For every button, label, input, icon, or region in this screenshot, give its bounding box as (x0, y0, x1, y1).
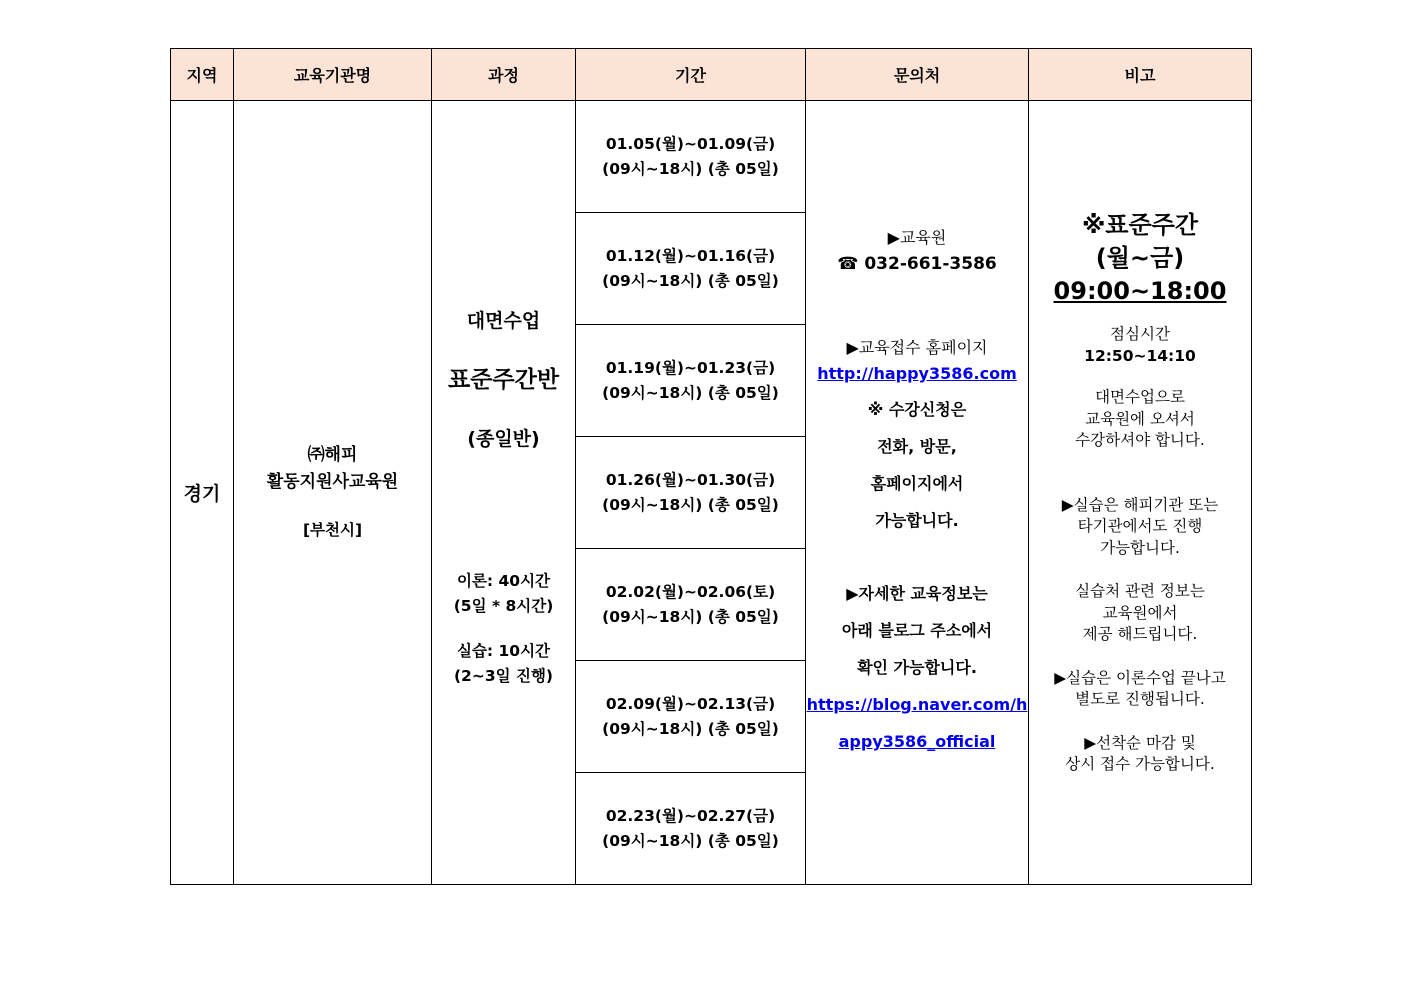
session-detail: (09시~18시) (총 05일) (602, 719, 779, 738)
notes-hours: 09:00~18:00 (1053, 277, 1227, 306)
table-row (171, 101, 1252, 213)
session-detail: (09시~18시) (총 05일) (602, 607, 779, 626)
notes-line: 수강하셔야 합니다. (1075, 431, 1205, 450)
notes-line: 실습처 관련 정보는 (1075, 582, 1205, 601)
header-contact: 문의처 (806, 49, 1029, 101)
session-detail: (09시~18시) (총 05일) (602, 271, 779, 290)
session-dates: 02.02(월)~02.06(토) (605, 582, 776, 601)
period-cell (576, 661, 806, 773)
header-period: 기간 (576, 49, 806, 101)
contact-apply-3: 홈페이지에서 (870, 474, 964, 493)
notes-title: ※표준주간 (1081, 211, 1199, 240)
header-region: 지역 (171, 49, 234, 101)
institution-cell (234, 101, 432, 885)
notes-line: ▶실습은 해피기관 또는 (1061, 495, 1219, 514)
contact-apply-4: 가능합니다. (875, 511, 959, 530)
schedule-table (170, 48, 1252, 885)
institution-name-line1: ㈜해피 (307, 444, 358, 465)
header-course: 과정 (432, 49, 576, 101)
notes-line: 교육원에 오셔서 (1085, 409, 1195, 428)
region-cell: 경기 (171, 101, 234, 885)
session-dates: 01.19(월)~01.23(금) (605, 358, 776, 377)
notes-lunch-label: 점심시간 (1110, 325, 1170, 344)
homepage-link[interactable]: http://happy3586.com (817, 364, 1017, 383)
notes-line: 가능합니다. (1100, 538, 1180, 557)
contact-info-1: ▶자세한 교육정보는 (846, 584, 988, 603)
course-name: 표준주간반 (447, 367, 560, 393)
notes-cell (1029, 101, 1252, 885)
session-dates: 01.12(월)~01.16(금) (605, 246, 776, 265)
notes-line: 제공 해드립니다. (1082, 625, 1198, 644)
blog-link-part2[interactable]: appy3586_official (838, 732, 996, 751)
notes-line: 교육원에서 (1102, 603, 1178, 622)
period-cell (576, 213, 806, 325)
contact-info-2: 아래 블로그 주소에서 (841, 621, 993, 640)
notes-lunch-time: 12:50~14:10 (1084, 346, 1196, 365)
contact-apply-1: ※ 수강신청은 (867, 400, 967, 419)
contact-homepage-label: ▶교육접수 홈페이지 (846, 338, 988, 357)
session-detail: (09시~18시) (총 05일) (602, 383, 779, 402)
contact-cell (806, 101, 1029, 885)
notes-days: (월~금) (1095, 244, 1185, 273)
contact-office-label: ▶교육원 (887, 228, 947, 247)
session-detail: (09시~18시) (총 05일) (602, 831, 779, 850)
notes-line: ▶실습은 이론수업 끝나고 (1054, 668, 1226, 687)
notes-line: ▶선착순 마감 및 (1084, 733, 1196, 752)
contact-phone: ☎ 032-661-3586 (837, 254, 997, 274)
course-cell (432, 101, 576, 885)
header-notes: 비고 (1029, 49, 1252, 101)
session-dates: 01.05(월)~01.09(금) (605, 134, 776, 153)
course-practice-detail: (2~3일 진행) (453, 667, 554, 685)
notes-line: 타기관에서도 진행 (1077, 517, 1203, 536)
contact-info-3: 확인 가능합니다. (857, 658, 977, 677)
header-institution: 교육기관명 (234, 49, 432, 101)
contact-apply-2: 전화, 방문, (877, 437, 957, 456)
notes-line: 대면수업으로 (1095, 388, 1185, 407)
session-dates: 02.09(월)~02.13(금) (605, 694, 776, 713)
blog-link-part1[interactable]: https://blog.naver.com/h (806, 695, 1028, 714)
course-practice: 실습: 10시간 (456, 642, 551, 660)
course-sub: (종일반) (467, 428, 540, 450)
session-dates: 01.26(월)~01.30(금) (605, 470, 776, 489)
period-cell (576, 549, 806, 661)
period-cell (576, 325, 806, 437)
period-cell (576, 101, 806, 213)
notes-line: 상시 접수 가능합니다. (1065, 755, 1215, 774)
course-theory-detail: (5일 * 8시간) (453, 597, 554, 615)
notes-line: 별도로 진행됩니다. (1075, 690, 1205, 709)
period-cell (576, 437, 806, 549)
course-mode: 대면수업 (466, 310, 541, 332)
session-dates: 02.23(월)~02.27(금) (605, 806, 776, 825)
institution-name-line2: 활동지원사교육원 (266, 471, 399, 492)
session-detail: (09시~18시) (총 05일) (602, 159, 779, 178)
course-theory: 이론: 40시간 (456, 572, 551, 590)
period-cell (576, 773, 806, 885)
institution-city: [부천시] (302, 520, 363, 539)
session-detail: (09시~18시) (총 05일) (602, 495, 779, 514)
header-row (171, 49, 1252, 101)
